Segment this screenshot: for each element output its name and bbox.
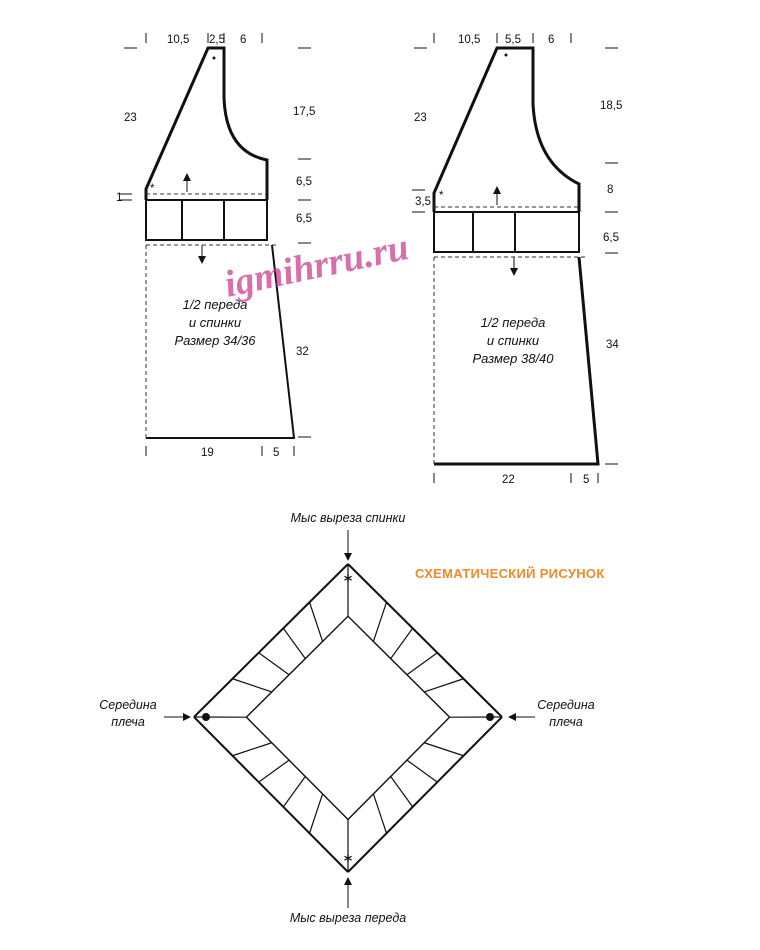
left-dim-top-b: 2,5	[209, 34, 225, 46]
right-label-line3: Размер 38/40	[472, 351, 554, 366]
left-label-2: плеча	[111, 715, 145, 729]
right-dim-height-left: 23	[414, 112, 427, 124]
left-dim-offset-left: 1	[116, 192, 123, 204]
right-piece	[412, 33, 622, 486]
left-piece	[116, 33, 315, 459]
right-label-2: плеча	[549, 715, 583, 729]
right-dim-top-c: 6	[548, 34, 555, 46]
left-shoulder-mark	[202, 713, 210, 721]
schematic-diagram	[99, 511, 604, 925]
left-shoulder-dot	[213, 57, 216, 60]
left-yoke-band	[146, 200, 267, 240]
diamond-yoke	[194, 564, 502, 872]
right-label-line1: 1/2 переда	[480, 315, 546, 330]
left-dim-bottom-a: 19	[201, 447, 214, 459]
watermark: igmihrru.ru	[220, 225, 413, 306]
right-dim-bottom-b: 5	[583, 474, 590, 486]
right-dim-yoke-upper: 8	[607, 184, 614, 196]
left-label-line3: Размер 34/36	[174, 333, 256, 348]
left-dim-height-left: 23	[124, 112, 137, 124]
left-dim-height-armhole: 17,5	[293, 106, 316, 118]
left-dim-body-height: 32	[296, 346, 309, 358]
right-asterisk: *	[439, 190, 444, 202]
right-dim-yoke-lower: 6,5	[603, 232, 619, 244]
right-strap-outline	[434, 48, 579, 212]
right-label-1: Середина	[537, 698, 595, 712]
right-dim-top-b: 5,5	[505, 34, 521, 46]
right-top-ticks	[412, 33, 618, 483]
left-dim-yoke-upper: 6,5	[296, 176, 312, 188]
top-asterisk: *	[343, 571, 353, 590]
left-dim-top-a: 10,5	[167, 34, 190, 46]
left-dim-bottom-b: 5	[273, 447, 280, 459]
right-label-line2: и спинки	[486, 333, 540, 348]
right-dim-body-height: 34	[606, 339, 619, 351]
right-dim-top-a: 10,5	[458, 34, 481, 46]
right-dim-height-armhole: 18,5	[600, 100, 623, 112]
left-dim-yoke-lower: 6,5	[296, 213, 312, 225]
bottom-label: Мыс выреза переда	[289, 911, 407, 925]
left-dim-top-c: 6	[240, 34, 247, 46]
schematic-title: СХЕМАТИЧЕСКИЙ РИСУНОК	[415, 566, 605, 581]
left-label-1: Середина	[99, 698, 157, 712]
bottom-asterisk: *	[343, 851, 353, 870]
top-label: Мыс выреза спинки	[290, 511, 406, 525]
right-dim-offset-left: 3,5	[415, 196, 431, 208]
right-dim-bottom-a: 22	[502, 474, 515, 486]
left-label-line2: и спинки	[188, 315, 242, 330]
left-asterisk: *	[150, 183, 155, 195]
right-yoke-band	[434, 212, 579, 252]
right-shoulder-dot	[505, 54, 508, 57]
left-strap-outline	[146, 48, 267, 200]
left-label-line1: 1/2 переда	[182, 297, 248, 312]
right-shoulder-mark	[486, 713, 494, 721]
